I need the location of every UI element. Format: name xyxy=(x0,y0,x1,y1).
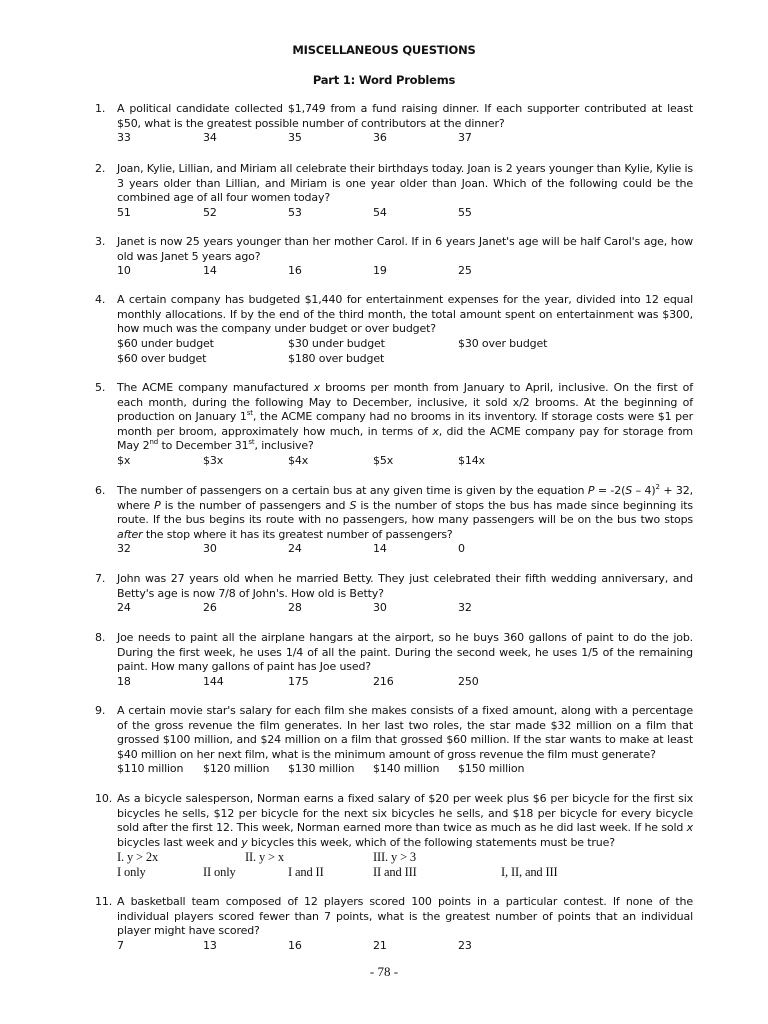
answer-option: 10 xyxy=(117,264,131,278)
answer-option: $60 under budget xyxy=(117,336,214,350)
answer-option: $30 under budget xyxy=(288,336,385,350)
answer-option: 13 xyxy=(203,938,217,952)
page-number: - 78 - xyxy=(369,964,399,979)
answer-option: 14 xyxy=(203,264,217,278)
question-1 xyxy=(95,102,693,146)
answer-option: $4x xyxy=(288,453,309,467)
answer-option: $110 million xyxy=(117,762,184,776)
question-2 xyxy=(95,162,693,221)
statement-list xyxy=(117,850,693,865)
question-number: 11. xyxy=(95,895,113,908)
answer-option: $x xyxy=(117,453,131,467)
answer-options xyxy=(117,264,693,279)
answer-option: 7 xyxy=(117,938,124,952)
answer-option: 16 xyxy=(288,264,302,278)
question-number: 1. xyxy=(95,102,106,115)
answer-option: II and III xyxy=(373,865,417,880)
answer-option: 19 xyxy=(373,264,387,278)
section-subtitle: Part 1: Word Problems xyxy=(312,73,456,87)
answer-option: 25 xyxy=(458,264,472,278)
answer-option: I and II xyxy=(288,865,324,880)
answer-option: $130 million xyxy=(288,762,355,776)
answer-option: I, II, and III xyxy=(501,865,558,880)
answer-options xyxy=(117,939,693,954)
answer-option: 52 xyxy=(203,205,217,219)
answer-options xyxy=(117,542,693,557)
answer-option: 32 xyxy=(458,601,472,615)
question-number: 8. xyxy=(95,631,106,644)
answer-option: 23 xyxy=(458,938,472,952)
answer-option: $140 million xyxy=(373,762,440,776)
answer-option: 26 xyxy=(203,601,217,615)
answer-option: 53 xyxy=(288,205,302,219)
answer-option: 18 xyxy=(117,674,131,688)
question-9 xyxy=(95,704,693,777)
answer-option: $5x xyxy=(373,453,394,467)
answer-options xyxy=(117,675,693,690)
answer-option: 175 xyxy=(288,674,309,688)
answer-options xyxy=(117,337,693,367)
answer-option: 54 xyxy=(373,205,387,219)
answer-option: $60 over budget xyxy=(117,351,207,365)
question-number: 9. xyxy=(95,704,106,717)
answer-option: 32 xyxy=(117,542,131,556)
question-text: John was 27 years old when he married Betty. They just celebrated their fifth wedding anniversary, and Betty's age is now 7/8 of John's. How old is Betty? xyxy=(117,572,693,600)
question-number: 2. xyxy=(95,162,106,175)
answer-option: 51 xyxy=(117,205,131,219)
question-11 xyxy=(95,895,693,954)
answer-option: 30 xyxy=(373,601,387,615)
question-4 xyxy=(95,293,693,367)
page-title: MISCELLANEOUS QUESTIONS xyxy=(292,43,476,57)
answer-option: 16 xyxy=(288,938,302,952)
question-number: 10. xyxy=(95,792,113,805)
statement: I. y > 2x xyxy=(117,850,159,865)
question-10 xyxy=(95,792,693,880)
answer-options xyxy=(117,206,693,221)
question-number: 6. xyxy=(95,484,106,497)
answer-option: II only xyxy=(203,865,236,880)
answer-option: 33 xyxy=(117,131,131,145)
answer-options xyxy=(117,131,693,146)
answer-option: I only xyxy=(117,865,146,880)
question-6 xyxy=(95,484,693,557)
answer-options xyxy=(117,762,693,777)
answer-options xyxy=(117,865,693,880)
question-text: A political candidate collected $1,749 from a fund raising dinner. If each supporter contributed at least $50, what is the greatest possible number of contributors at the dinner? xyxy=(117,102,693,130)
answer-option: $150 million xyxy=(458,762,525,776)
question-text: The ACME company manufactured x brooms per month from January to April, inclusive. On the first of each month, during the following May to December, inclusive, it sold x/2 brooms. At the beginning of production on January 1st, the ACME company had no brooms in its inventory. If storage costs were $1 per month per broom, approximately how much, in terms of x, did the ACME company pay for storage from May 2nd to December 31st, inclusive? xyxy=(117,381,694,453)
question-number: 7. xyxy=(95,572,106,585)
question-text: Janet is now 25 years younger than her mother Carol. If in 6 years Janet's age will be half Carol's age, how old was Janet 5 years ago? xyxy=(117,235,693,263)
question-number: 3. xyxy=(95,235,106,248)
answer-option: 34 xyxy=(203,131,217,145)
answer-option: $14x xyxy=(458,453,485,467)
answer-option: 24 xyxy=(117,601,131,615)
question-text: Joan, Kylie, Lillian, and Miriam all celebrate their birthdays today. Joan is 2 years younger than Kylie, Kylie is 3 years older than Lillian, and Miriam is one year older than Joan. Which of the following could be the combined age of all four women today? xyxy=(117,162,693,205)
answer-option: 24 xyxy=(288,542,302,556)
question-number: 4. xyxy=(95,293,106,306)
question-3 xyxy=(95,235,693,279)
answer-options xyxy=(117,601,693,616)
answer-option: $30 over budget xyxy=(458,336,548,350)
question-text: A certain company has budgeted $1,440 for entertainment expenses for the year, divided into 12 equal monthly allocations. If by the end of the third month, the total amount spent on entertainment was $300, how much was the company under budget or over budget? xyxy=(117,293,693,336)
answer-option: 0 xyxy=(458,542,465,556)
question-text: The number of passengers on a certain bus at any given time is given by the equation P = -2(S – 4)$^2$ + 32, where P is the number of passengers and S is the number of stops the bus has made since beginning its route. If the bus begins its route with no passengers, how many passengers will be on the bus two stops after the stop where it has its greatest number of passengers? xyxy=(117,483,693,541)
question-8 xyxy=(95,631,693,690)
answer-option: 36 xyxy=(373,131,387,145)
answer-option: 30 xyxy=(203,542,217,556)
answer-option: 14 xyxy=(373,542,387,556)
answer-option: 216 xyxy=(373,674,394,688)
question-text: A certain movie star's salary for each film she makes consists of a fixed amount, along with a percentage of the gross revenue the film generates. In her last two roles, the star made $32 million on a film that grossed $100 million, and $24 million on a film that grossed $60 million. If the star wants to make at least $40 million on her next film, what is the minimum amount of gross revenue the film must generate? xyxy=(117,704,693,761)
question-text: Joe needs to paint all the airplane hangars at the airport, so he buys 360 gallons of paint to do the job. During the first week, he uses 1/4 of all the paint. During the second week, he uses 1/5 of the remaining paint. How many gallons of paint has Joe used? xyxy=(117,631,693,674)
answer-option: 37 xyxy=(458,131,472,145)
answer-option: 250 xyxy=(458,674,479,688)
answer-option: 28 xyxy=(288,601,302,615)
answer-option: 55 xyxy=(458,205,472,219)
answer-option: 144 xyxy=(203,674,224,688)
question-text: As a bicycle salesperson, Norman earns a fixed salary of $20 per week plus $6 per bicycle for the first six bicycles he sells, $12 per bicycle for the next six bicycles he sells, and $18 per bicycle for every bicycle sold after the first 12. This week, Norman earned more than twice as much as he did last week. If he sold x bicycles last week and y bicycles this week, which of the following statements must be true? xyxy=(117,792,693,849)
answer-options xyxy=(117,454,693,469)
question-5 xyxy=(95,381,693,469)
question-text: A basketball team composed of 12 players scored 100 points in a particular contest. If none of the individual players scored fewer than 7 points, what is the greatest number of points that an individual player might have scored? xyxy=(117,895,693,938)
answer-option: $120 million xyxy=(203,762,270,776)
question-number: 5. xyxy=(95,381,106,394)
answer-option: 35 xyxy=(288,131,302,145)
answer-option: 21 xyxy=(373,938,387,952)
answer-option: $3x xyxy=(203,453,224,467)
question-7 xyxy=(95,572,693,616)
statement: III. y > 3 xyxy=(373,850,417,865)
answer-option: $180 over budget xyxy=(288,351,385,365)
statement: II. y > x xyxy=(245,850,285,865)
